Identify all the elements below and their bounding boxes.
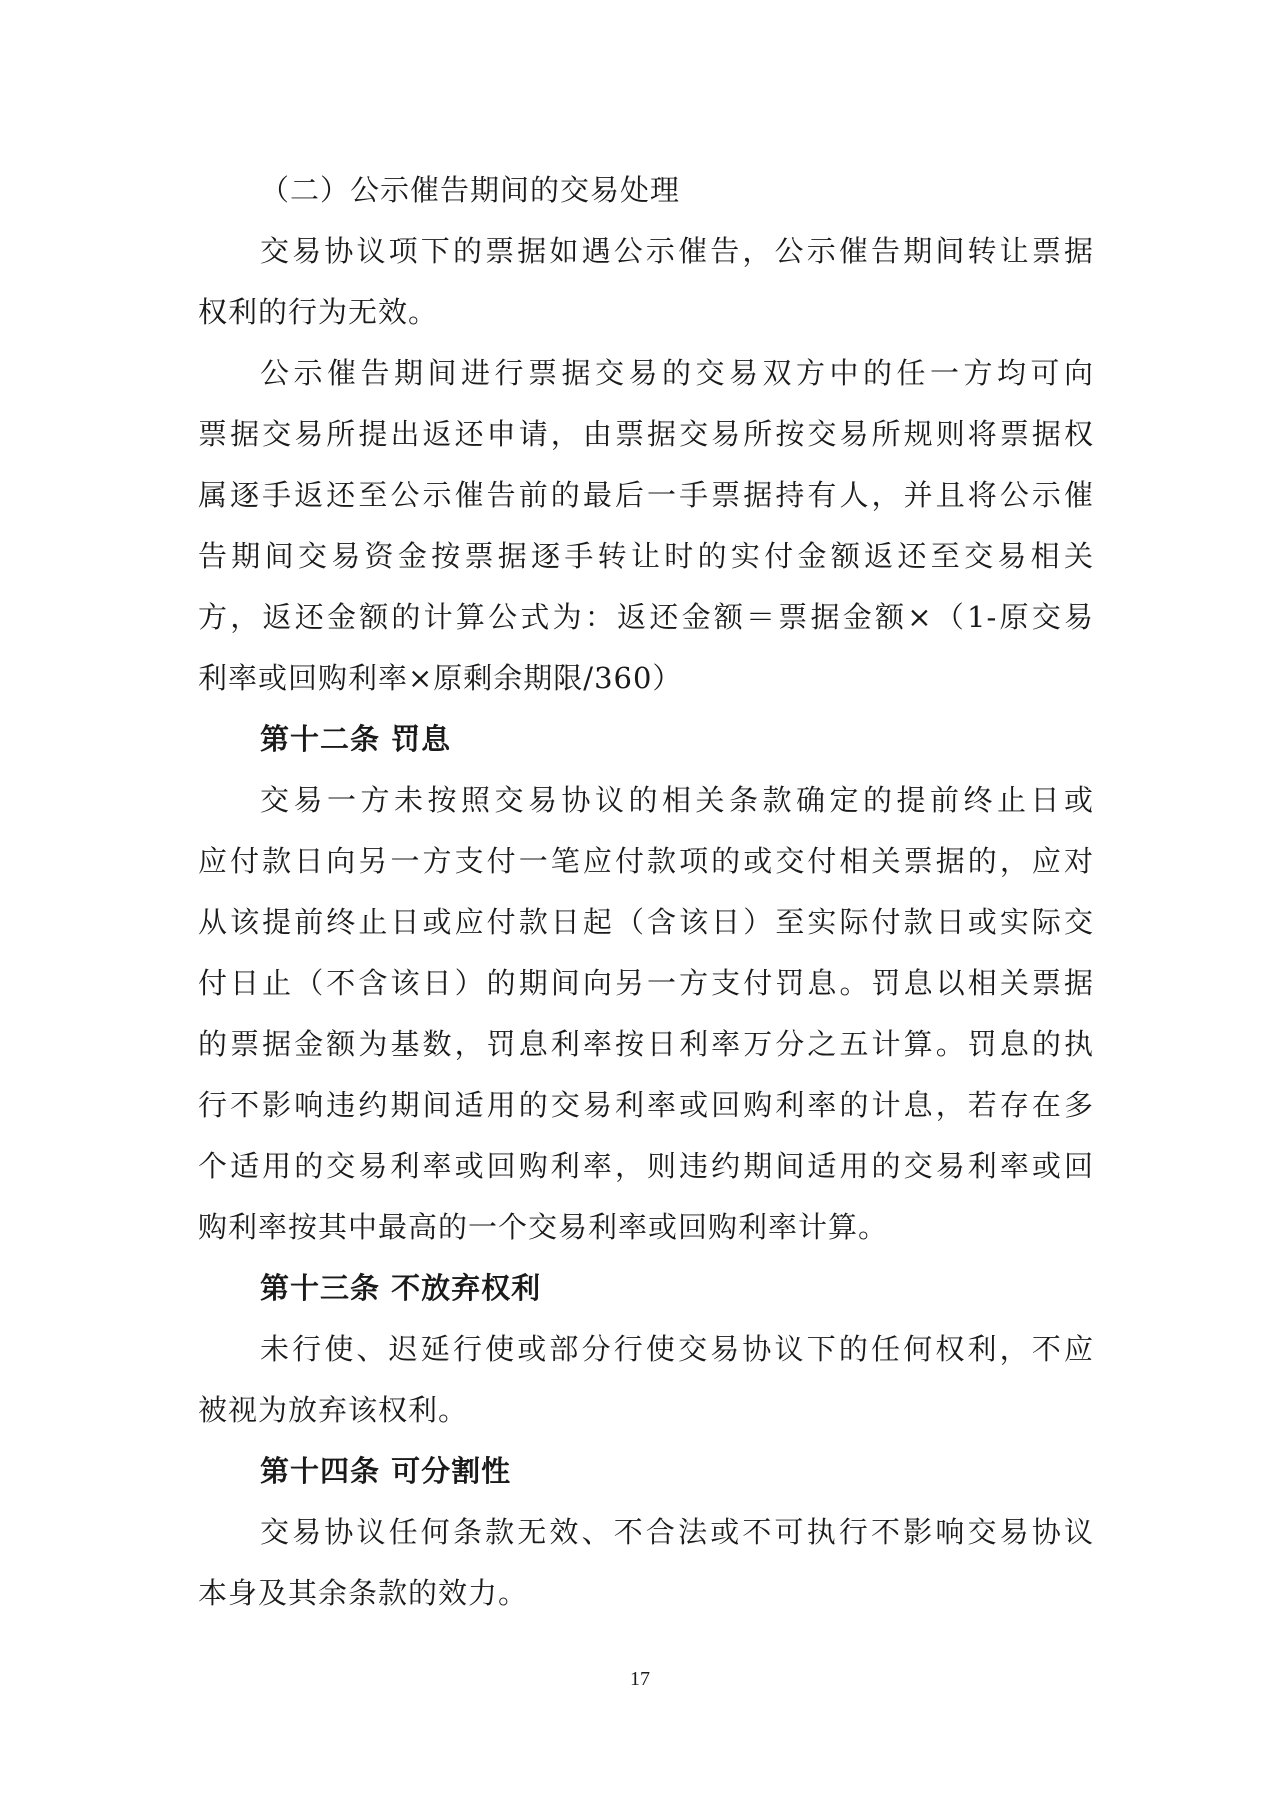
article-heading-13: 第十三条 不放弃权利 [260,1271,542,1305]
paragraph-line: 方，返还金额的计算公式为：返还金额＝票据金额×（1-原交易 [198,600,1094,634]
section-heading-public-notice: （二）公示催告期间的交易处理 [260,173,681,207]
article-heading-14: 第十四条 可分割性 [260,1454,512,1488]
paragraph-line: 告期间交易资金按票据逐手转让时的实付金额返还至交易相关 [198,539,1094,573]
paragraph-line: 付日止（不含该日）的期间向另一方支付罚息。罚息以相关票据 [198,966,1094,1000]
paragraph-line: 购利率按其中最高的一个交易利率或回购利率计算。 [198,1210,889,1244]
page-number: 17 [630,1668,650,1690]
paragraph-line: 利率或回购利率×原剩余期限/360） [198,661,683,695]
paragraph-line: 交易一方未按照交易协议的相关条款确定的提前终止日或 [260,783,1094,817]
paragraph-line: 本身及其余条款的效力。 [198,1576,529,1610]
paragraph-line: 个适用的交易利率或回购利率，则违约期间适用的交易利率或回 [198,1149,1094,1183]
article-heading-12: 第十二条 罚息 [260,722,452,756]
paragraph-line: 交易协议任何条款无效、不合法或不可执行不影响交易协议 [260,1515,1094,1549]
document-body [198,160,1094,1624]
paragraph-line: 公示催告期间进行票据交易的交易双方中的任一方均可向 [260,356,1094,390]
paragraph-line: 属逐手返还至公示催告前的最后一手票据持有人，并且将公示催 [198,478,1094,512]
paragraph-line: 的票据金额为基数，罚息利率按日利率万分之五计算。罚息的执 [198,1027,1094,1061]
paragraph-line: 从该提前终止日或应付款日起（含该日）至实际付款日或实际交 [198,905,1094,939]
paragraph-line: 票据交易所提出返还申请，由票据交易所按交易所规则将票据权 [198,417,1094,451]
paragraph-line: 未行使、迟延行使或部分行使交易协议下的任何权利，不应 [260,1332,1094,1366]
paragraph-line: 被视为放弃该权利。 [198,1393,469,1427]
paragraph-line: 行不影响违约期间适用的交易利率或回购利率的计息，若存在多 [198,1088,1094,1122]
paragraph-line: 应付款日向另一方支付一笔应付款项的或交付相关票据的，应对 [198,844,1094,878]
paragraph-line: 交易协议项下的票据如遇公示催告，公示催告期间转让票据 [260,234,1094,268]
paragraph-line: 权利的行为无效。 [198,295,439,329]
